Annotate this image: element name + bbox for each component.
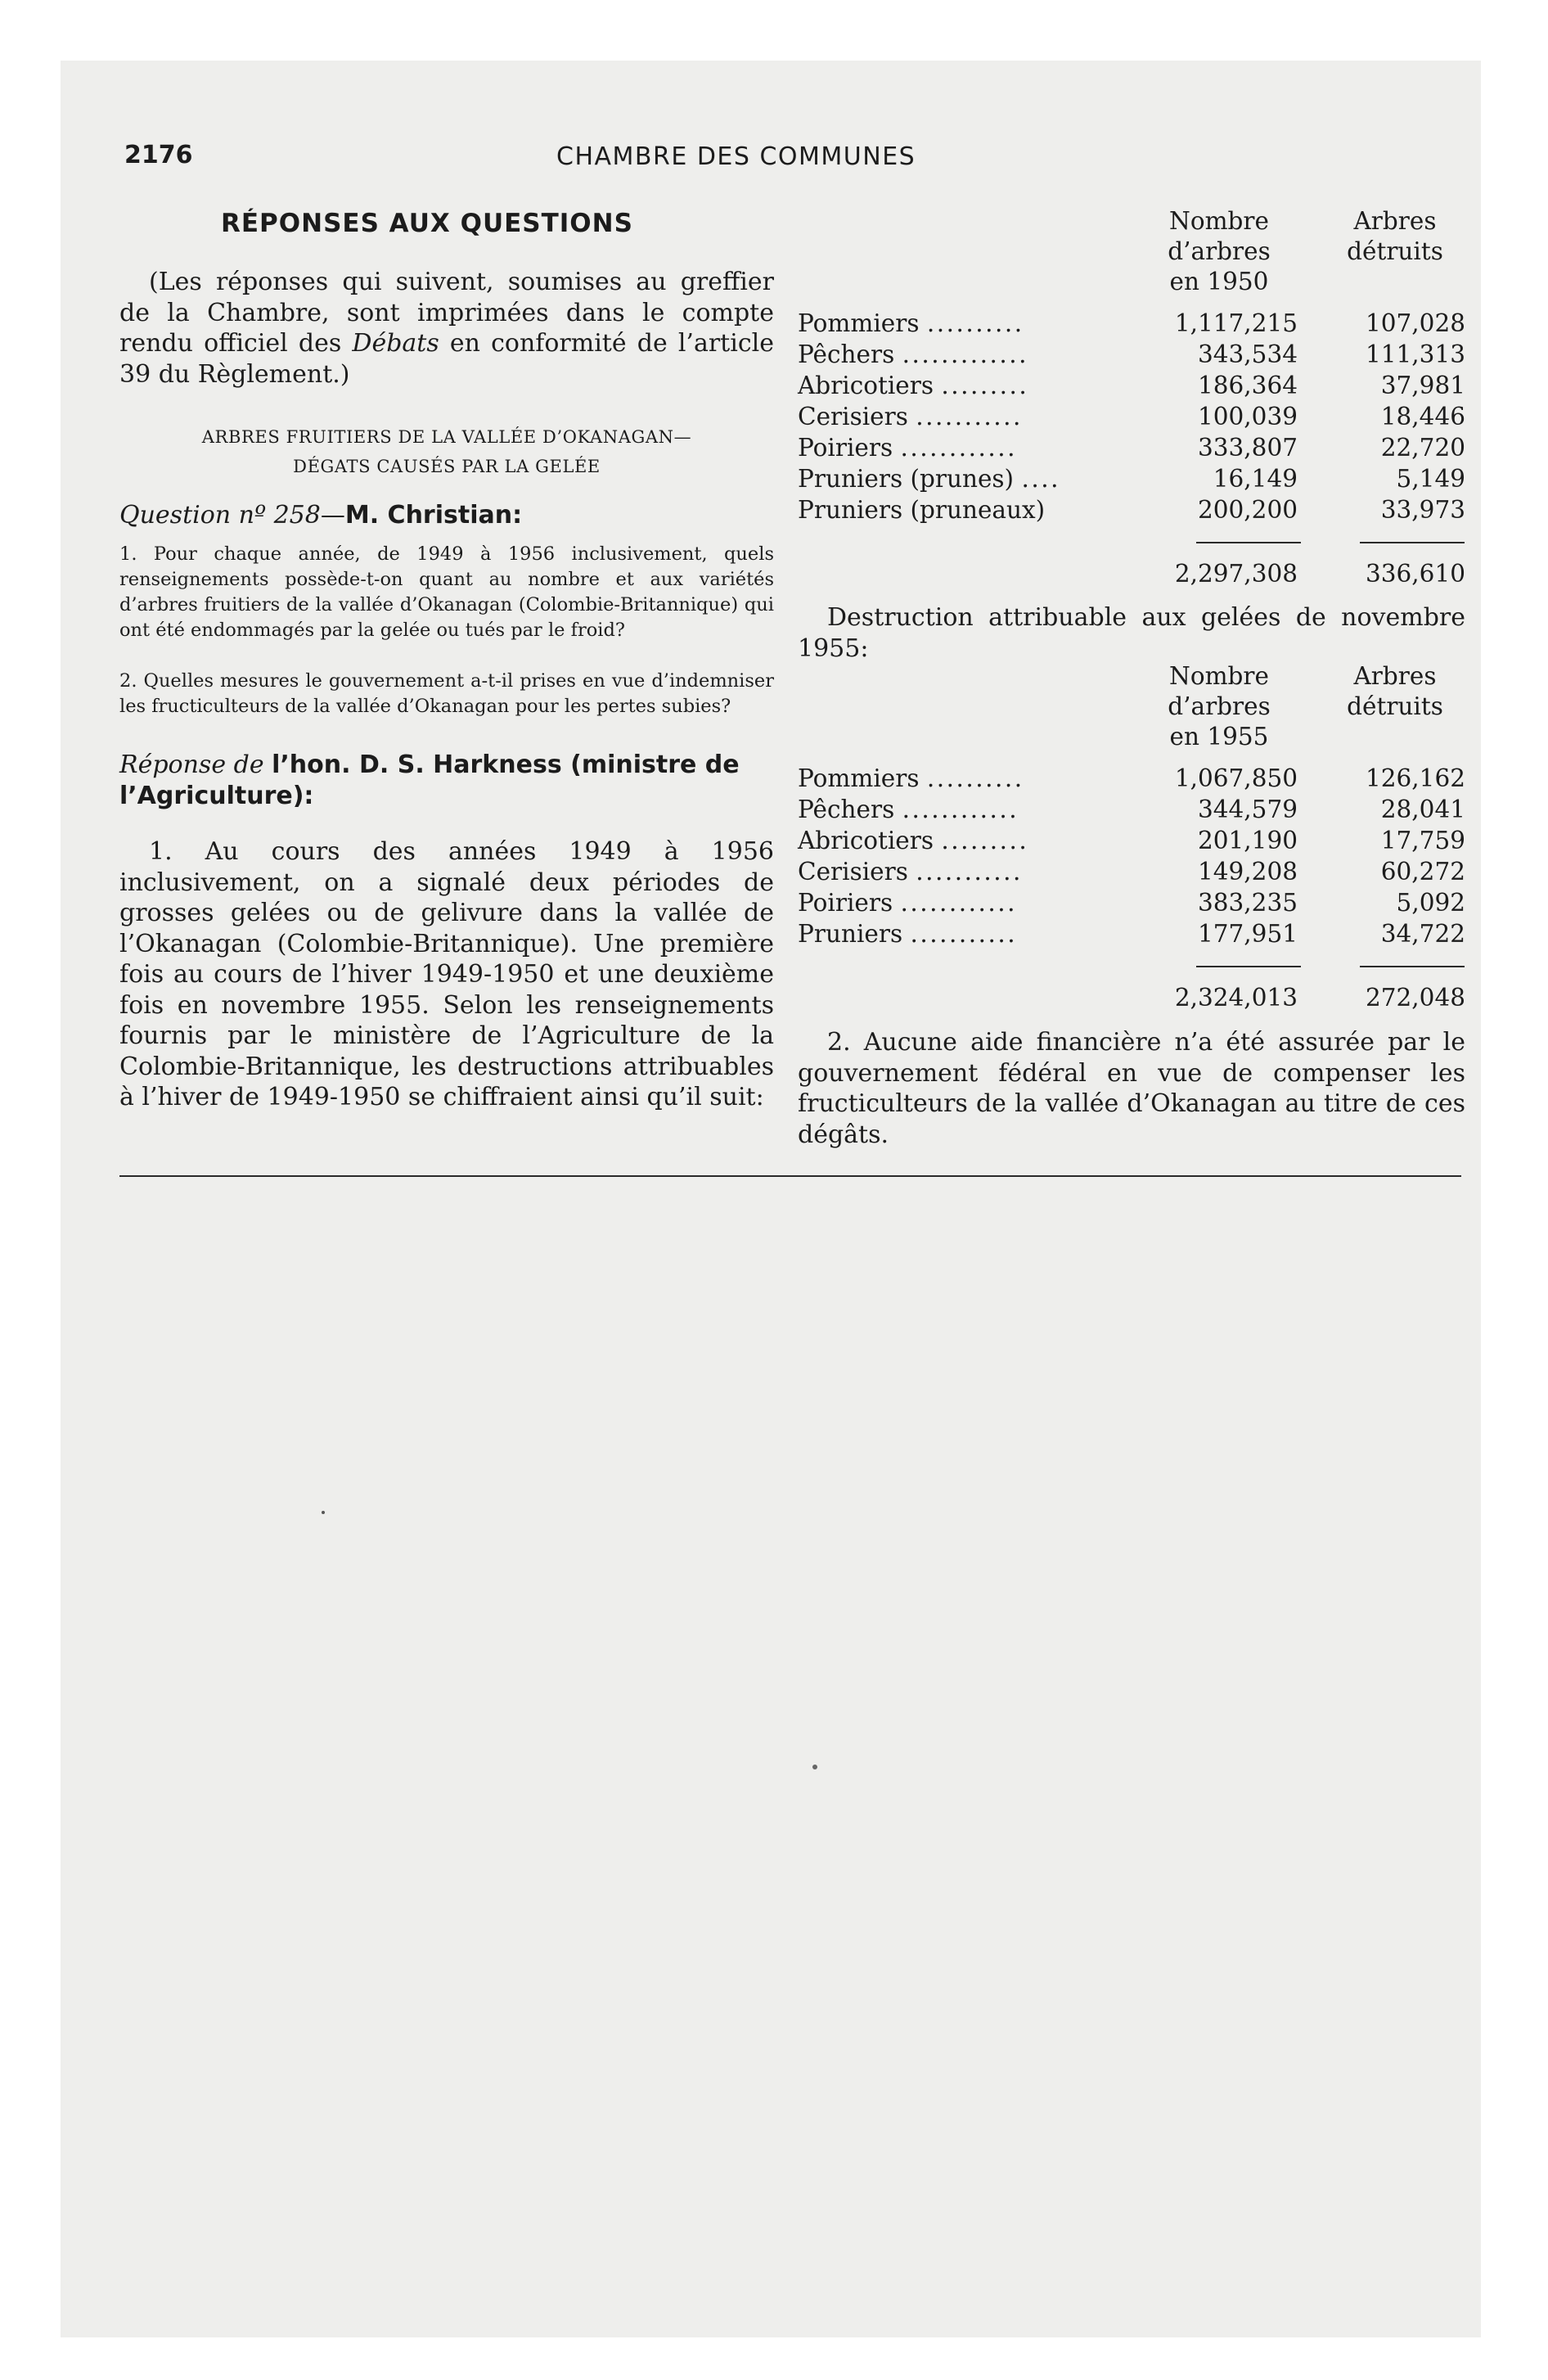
question-number: Question nº 258 [119,501,321,530]
scan-speck [322,1511,325,1514]
dot-leader: .......... [926,309,1024,337]
t2-header-count-l3: en 1955 [1169,723,1269,751]
row-label: Cerisiers [798,858,908,886]
dot-leader: ........... [910,920,1018,948]
mid-text: Destruction attribuable aux gelées de novembre 1955: [798,603,1465,663]
tree-count: 1,067,850 [1174,764,1298,792]
reply-minister: l’hon. D. S. Harkness (ministre de l’Agriculture): [119,751,740,810]
tree-count: 200,200 [1198,496,1298,524]
t2-total-row [798,982,1465,1013]
intro-debats-italic: Débats [352,329,439,358]
t1-total-row [798,558,1465,589]
t1-header-count-l3: en 1950 [1169,268,1269,295]
row-label: Pêchers [798,340,895,368]
question-speaker: M. Christian: [344,501,523,530]
table-row [798,339,1465,370]
dot-leader: .... [1021,465,1060,493]
row-label: Poiriers [798,434,893,462]
dot-leader: ........... [916,858,1023,886]
table-row [798,308,1465,339]
tree-count: 333,807 [1198,434,1298,462]
trees-destroyed: 34,722 [1380,920,1465,948]
tree-count: 177,951 [1198,920,1298,948]
t1-total-rule-count [1196,542,1301,543]
dot-leader: ............ [900,434,1018,462]
bottom-rule [119,1175,1461,1177]
dot-leader: ......... [941,372,1029,399]
t2-header-count-l2: d’arbres [1168,692,1271,720]
row-label: Abricotiers [798,827,934,854]
t2-header-destroyed [1330,661,1460,722]
t1-header-destroyed-l1: Arbres [1353,207,1437,235]
table-row [798,825,1465,856]
intro-text-a: (Les réponses qui suivent, soumises au greffier de la Chambre, sont imprimées dans le compte rendu officiel des [119,268,774,358]
table-row [798,494,1465,525]
tree-count: 383,235 [1198,889,1298,917]
trees-destroyed: 5,149 [1396,465,1465,493]
t1-total-destroyed: 336,610 [1366,560,1465,588]
t1-header-count [1162,206,1276,297]
t2-header-count [1162,661,1276,752]
tree-count: 343,534 [1198,340,1298,368]
dot-leader: .......... [926,764,1024,792]
t2-total-count: 2,324,013 [1174,984,1298,1012]
dot-leader: ............. [902,340,1028,368]
trees-destroyed: 126,162 [1366,764,1465,792]
page-number: 2176 [124,141,193,169]
t1-total-rule-destroyed [1360,542,1465,543]
row-label: Pruniers (prunes) [798,465,1015,493]
t2-total-rule-destroyed [1360,966,1465,967]
row-label: Poiriers [798,889,893,917]
dot-leader: ........... [916,403,1023,430]
table-row [798,794,1465,825]
t1-header-count-l2: d’arbres [1168,237,1271,265]
tree-count: 201,190 [1198,827,1298,854]
reply-italic: Réponse de [119,751,264,779]
dot-leader: ......... [941,827,1029,854]
intro-paragraph [119,267,774,390]
tree-count: 1,117,215 [1174,309,1298,337]
answer-1: 1. Au cours des années 1949 à 1956 inclusivement, on a signalé deux périodes de grosses gelées ou de gelivure dans la vallée de l’Okanagan (Colombie-Britannique). Une première fois au cours de l’hiver 1949-1950 et une deuxième fois en novembre 1955. Selon les renseignements fournis par le ministère de l’Agriculture de la Colombie-Britannique, les destructions attribuables à l’hiver de 1949-1950 se chiffraient ainsi qu’il suit: [119,837,774,1111]
trees-destroyed: 18,446 [1380,403,1465,430]
row-label: Pêchers [798,796,895,823]
answer-2: 2. Aucune aide financière n’a été assurée par le gouvernement fédéral en vue de compenser les fructiculteurs de la vallée d’Okanagan au titre de ces dégâts. [798,1028,1465,1149]
running-head: CHAMBRE DES COMMUNES [556,142,916,171]
t2-header-destroyed-l1: Arbres [1353,662,1437,690]
table-row [798,401,1465,432]
question-1: 1. Pour chaque année, de 1949 à 1956 inclusivement, quels renseignements possède-t-on quant au nombre et aux variétés d’arbres fruitiers de la vallée d’Okanagan (Colombie-Britannique) qui ont été endommagés par la gelée ou tués par le froid? [119,543,774,641]
t1-header-count-l1: Nombre [1169,207,1269,235]
trees-destroyed: 33,973 [1380,496,1465,524]
row-label: Pommiers [798,764,920,792]
table-row [798,370,1465,401]
t2-total-destroyed: 272,048 [1366,984,1465,1012]
trees-destroyed: 60,272 [1380,858,1465,886]
table-row [798,856,1465,887]
subheading-line2: DÉGATS CAUSÉS PAR LA GELÉE [293,457,601,476]
reply-heading [119,750,774,812]
trees-destroyed: 107,028 [1366,309,1465,337]
tree-count: 344,579 [1198,796,1298,823]
table-row [798,463,1465,494]
t2-header-count-l1: Nombre [1169,662,1269,690]
row-label: Abricotiers [798,372,934,399]
tree-count: 149,208 [1198,858,1298,886]
table-row [798,918,1465,949]
table-row [798,887,1465,918]
section-title: RÉPONSES AUX QUESTIONS [221,209,633,238]
tree-count: 186,364 [1198,372,1298,399]
table-row [798,432,1465,463]
row-label: Cerisiers [798,403,908,430]
trees-destroyed: 5,092 [1396,889,1465,917]
t1-total-count: 2,297,308 [1174,560,1298,588]
row-label: Pommiers [798,309,920,337]
row-label: Pruniers (pruneaux) [798,496,1046,524]
tree-count: 100,039 [1198,403,1298,430]
t1-header-destroyed [1330,206,1460,267]
trees-destroyed: 22,720 [1380,434,1465,462]
subheading-line1: ARBRES FRUITIERS DE LA VALLÉE D’OKANAGAN— [201,427,692,447]
dot-leader: ............ [900,889,1018,917]
question-line [119,501,522,530]
tree-count: 16,149 [1213,465,1298,493]
dot-leader: ............ [902,796,1019,823]
table-row [798,763,1465,794]
trees-destroyed: 111,313 [1366,340,1465,368]
t2-header-destroyed-l2: détruits [1347,692,1443,720]
t2-total-rule-count [1196,966,1301,967]
intro-text-b: en conformité de l’article 39 du Règlement.) [119,329,774,389]
trees-destroyed: 28,041 [1380,796,1465,823]
t1-header-destroyed-l2: détruits [1347,237,1443,265]
scan-speck [812,1765,817,1769]
trees-destroyed: 17,759 [1380,827,1465,854]
question-dash: — [320,501,345,530]
question-2: 2. Quelles mesures le gouvernement a-t-il prises en vue d’indemniser les fructiculteurs de la vallée d’Okanagan pour les pertes subies? [119,670,774,717]
trees-destroyed: 37,981 [1380,372,1465,399]
row-label: Pruniers [798,920,903,948]
